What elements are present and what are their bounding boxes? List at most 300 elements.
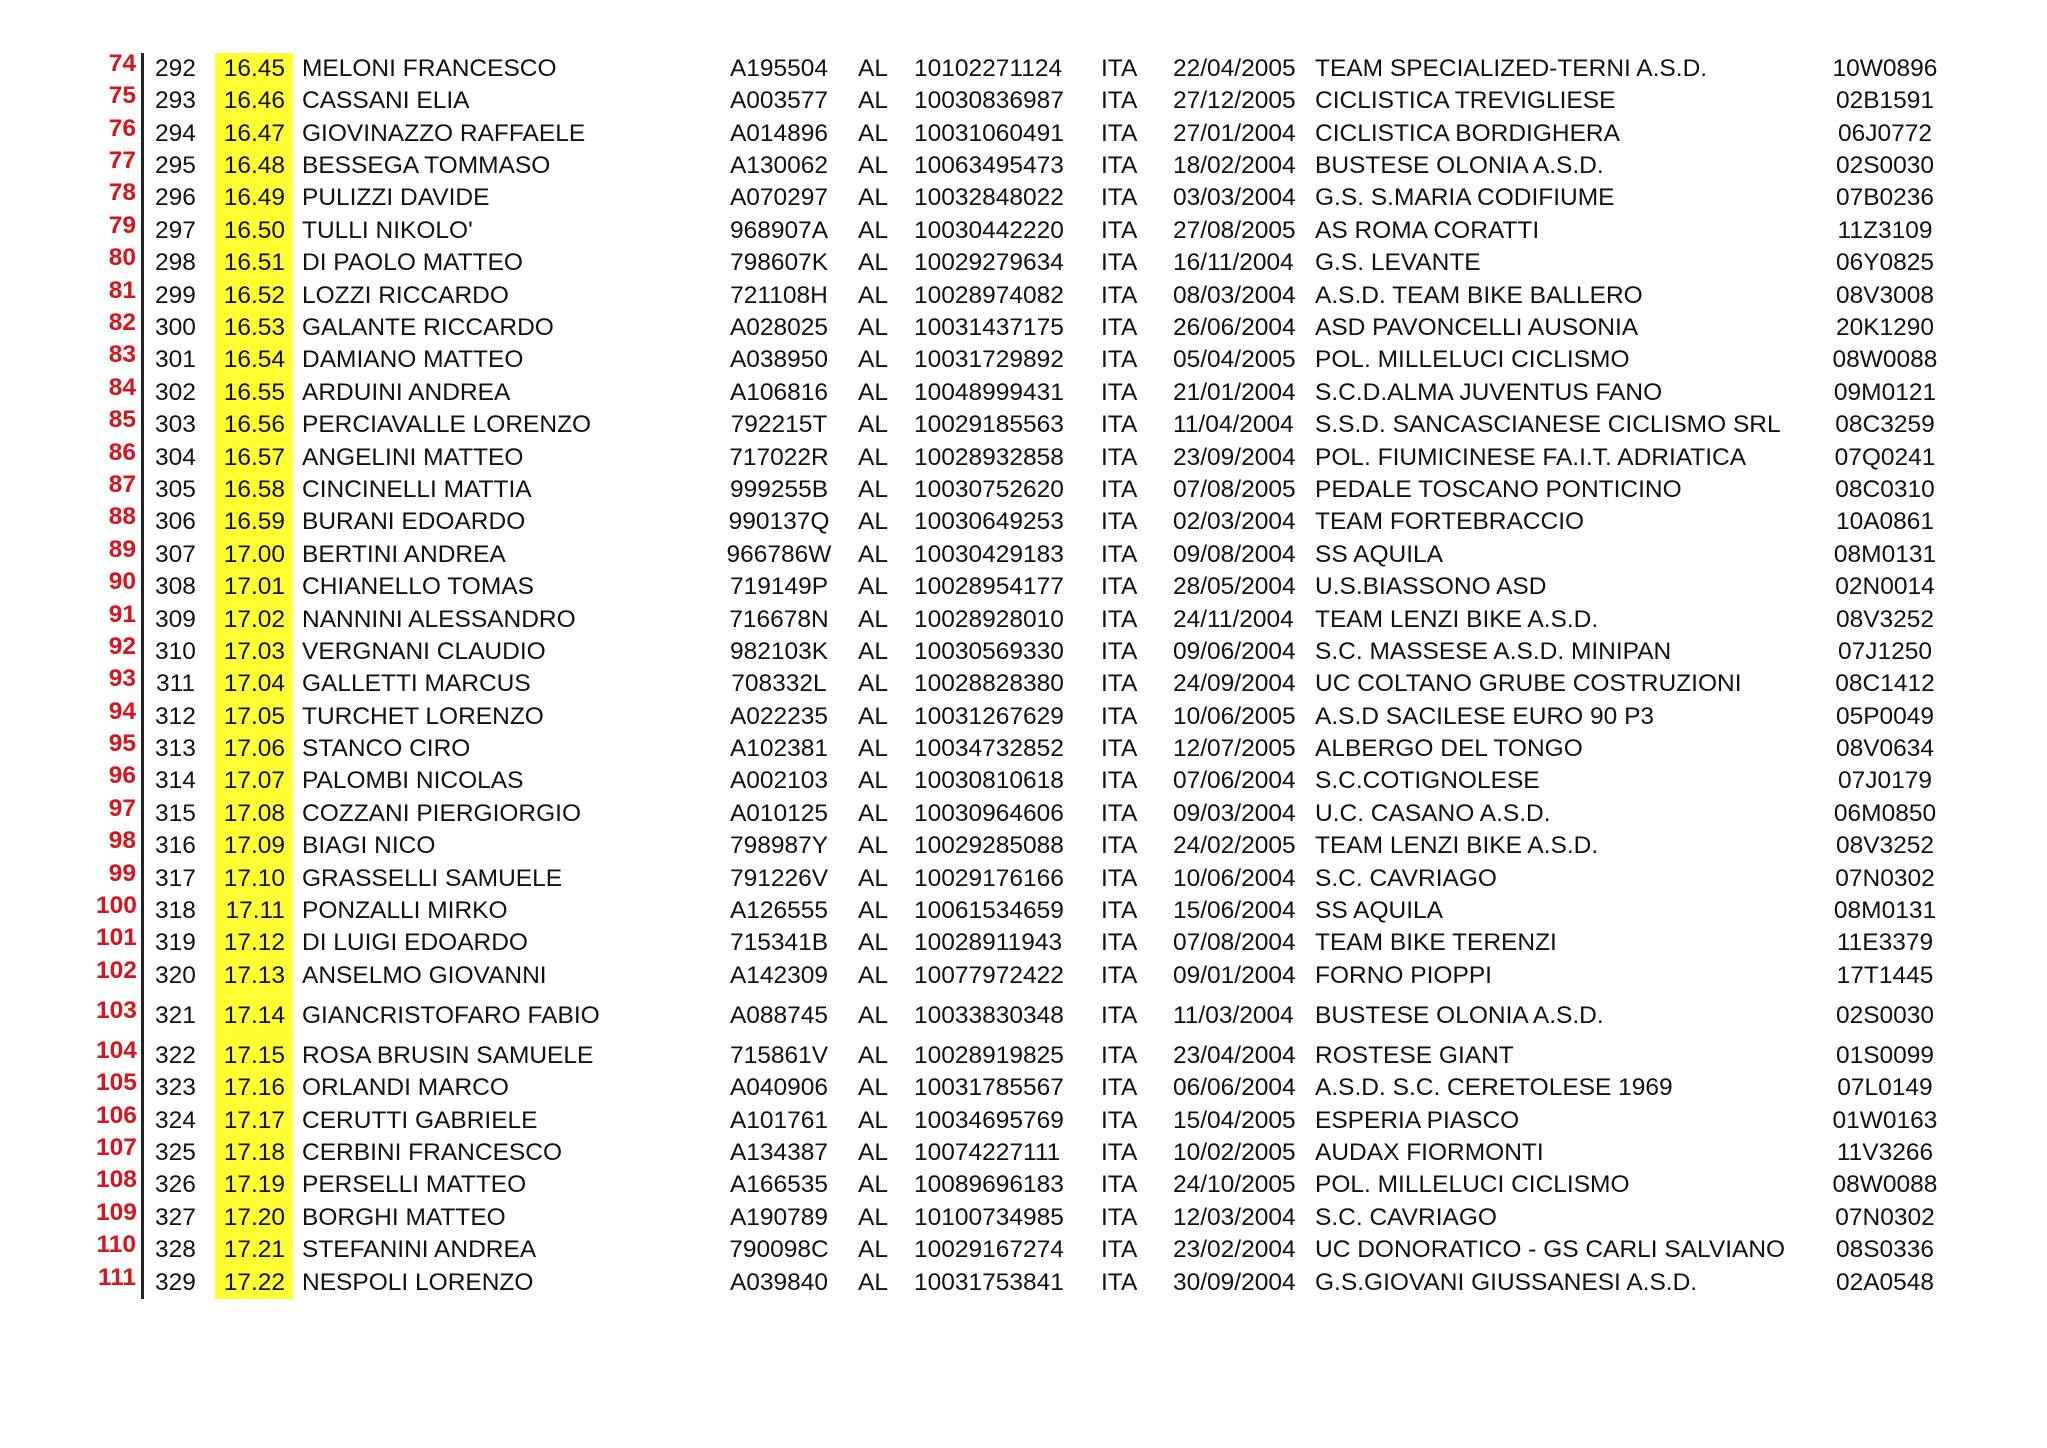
nationality: ITA: [1101, 216, 1138, 244]
birth-date: 23/04/2004: [1173, 1041, 1296, 1069]
team-name: TEAM FORTEBRACCIO: [1315, 508, 1585, 536]
nationality: ITA: [1101, 832, 1138, 860]
rider-name: PERCIAVALLE LORENZO: [302, 411, 592, 439]
bib-number: 325: [155, 1139, 196, 1166]
uci-id: 10028919825: [914, 1041, 1064, 1069]
table-row: [0, 697, 2047, 733]
table-row: [0, 438, 2047, 474]
birth-date: 08/03/2004: [1173, 281, 1296, 309]
position-number: 76: [108, 114, 136, 142]
uci-id: 10030442220: [914, 216, 1064, 244]
category: AL: [858, 443, 888, 471]
team-name: S.C.COTIGNOLESE: [1315, 767, 1540, 795]
birth-date: 30/09/2004: [1173, 1268, 1296, 1296]
position-number: 103: [96, 996, 137, 1024]
category: AL: [858, 508, 888, 536]
category: AL: [858, 54, 888, 82]
uci-id: 10030836987: [914, 87, 1064, 115]
team-code: 08W0088: [1832, 1171, 1938, 1199]
uci-id: 10029285088: [914, 832, 1064, 860]
start-time-cell: [215, 798, 293, 830]
table-row: [0, 1134, 2047, 1169]
team-code: 06Y0825: [1835, 249, 1935, 277]
rider-name: CERBINI FRANCESCO: [302, 1139, 563, 1166]
category: AL: [858, 281, 888, 309]
team-name: AUDAX FIORMONTI: [1315, 1139, 1544, 1166]
team-code: 08W0088: [1832, 346, 1938, 374]
start-time-cell: [215, 150, 293, 182]
rider-name: NESPOLI LORENZO: [302, 1268, 534, 1296]
start-time: 17.16: [223, 1074, 285, 1102]
table-row: [0, 309, 2047, 344]
nationality: ITA: [1101, 897, 1138, 925]
team-name: A.S.D. S.C. CERETOLESE 1969: [1315, 1074, 1673, 1102]
nationality: ITA: [1101, 670, 1138, 698]
table-row: [0, 535, 2047, 571]
start-time-cell: [215, 636, 293, 668]
start-time: 17.01: [223, 573, 285, 601]
license-code: A002103: [729, 767, 829, 795]
birth-date: 27/12/2005: [1173, 87, 1296, 115]
uci-id: 10029167274: [914, 1236, 1064, 1264]
table-row: [0, 1231, 2047, 1266]
start-time-cell: [215, 992, 293, 1032]
nationality: ITA: [1101, 1001, 1138, 1029]
rider-name: CERUTTI GABRIELE: [302, 1106, 538, 1134]
license-code: A088745: [729, 1001, 829, 1029]
position-number: 107: [96, 1134, 137, 1161]
category: AL: [858, 87, 888, 115]
position-number: 82: [108, 309, 136, 337]
team-name: ASD PAVONCELLI AUSONIA: [1315, 314, 1639, 342]
bib-number: 295: [155, 152, 196, 180]
bib-number: 297: [155, 216, 196, 244]
category: AL: [858, 1171, 888, 1199]
table-row: [0, 730, 2047, 765]
team-name: TEAM BIKE TERENZI: [1315, 929, 1557, 957]
team-code: 09M0121: [1833, 378, 1937, 406]
team-code: 08V0634: [1835, 735, 1935, 763]
bib-number: 302: [155, 378, 196, 406]
start-time: 17.10: [223, 864, 285, 892]
category: AL: [858, 767, 888, 795]
birth-date: 09/03/2004: [1173, 799, 1296, 827]
table-row: [0, 1032, 2047, 1072]
start-time: 17.11: [225, 897, 285, 925]
start-time: 16.58: [223, 475, 285, 503]
team-code: 11Z3109: [1837, 216, 1933, 244]
rider-name: CASSANI ELIA: [302, 87, 470, 115]
bib-number: 293: [155, 87, 196, 115]
birth-date: 27/08/2005: [1173, 216, 1296, 244]
category: AL: [858, 346, 888, 374]
bib-number: 315: [155, 799, 196, 827]
position-number: 92: [108, 632, 136, 660]
bib-number: 317: [155, 864, 196, 892]
team-code: 02B1591: [1835, 87, 1935, 115]
category: AL: [858, 1268, 888, 1296]
start-time: 16.52: [223, 281, 285, 309]
start-time: 17.18: [223, 1139, 285, 1166]
category: AL: [858, 1203, 888, 1231]
rider-name: BURANI EDOARDO: [302, 508, 526, 536]
start-time-cell: [215, 442, 293, 474]
team-name: ESPERIA PIASCO: [1315, 1106, 1520, 1134]
start-time: 17.21: [223, 1236, 285, 1264]
birth-date: 16/11/2004: [1173, 249, 1294, 277]
nationality: ITA: [1101, 1139, 1138, 1166]
birth-date: 22/04/2005: [1173, 54, 1296, 82]
license-code: 791226V: [729, 864, 829, 892]
bib-number: 318: [155, 897, 196, 925]
category: AL: [858, 378, 888, 406]
start-time: 17.07: [223, 767, 285, 795]
rider-name: PULIZZI DAVIDE: [302, 184, 490, 212]
position-number: 100: [96, 892, 137, 920]
uci-id: 10031785567: [914, 1074, 1064, 1102]
rider-name: LOZZI RICCARDO: [302, 281, 509, 309]
birth-date: 15/04/2005: [1173, 1106, 1296, 1134]
nationality: ITA: [1101, 1041, 1138, 1069]
rider-name: MELONI FRANCESCO: [302, 54, 557, 82]
category: AL: [858, 249, 888, 277]
nationality: ITA: [1101, 314, 1138, 342]
position-number: 95: [108, 730, 136, 758]
position-number: 87: [108, 470, 136, 498]
license-code: A040906: [729, 1074, 829, 1102]
team-code: 07J1250: [1837, 637, 1932, 665]
team-name: CICLISTICA TREVIGLIESE: [1315, 87, 1616, 115]
team-code: 02A0548: [1835, 1268, 1935, 1296]
birth-date: 09/08/2004: [1173, 540, 1296, 568]
rider-name: CINCINELLI MATTIA: [302, 475, 532, 503]
start-time: 17.04: [223, 670, 285, 698]
start-time: 16.48: [223, 152, 285, 180]
start-time-cell: [215, 85, 293, 117]
team-name: ALBERGO DEL TONGO: [1315, 735, 1583, 763]
license-code: 982103K: [729, 637, 829, 665]
uci-id: 10063495473: [914, 152, 1064, 180]
table-row: [0, 503, 2047, 538]
birth-date: 21/01/2004: [1173, 378, 1296, 406]
category: AL: [858, 1139, 888, 1166]
position-number: 83: [108, 341, 136, 369]
position-number: 104: [96, 1036, 137, 1064]
team-code: 06M0850: [1833, 799, 1937, 827]
position-number: 98: [108, 827, 136, 855]
start-time-cell: [215, 668, 293, 700]
nationality: ITA: [1101, 475, 1138, 503]
nationality: ITA: [1101, 767, 1138, 795]
nationality: ITA: [1101, 573, 1138, 601]
birth-date: 15/06/2004: [1173, 897, 1296, 925]
nationality: ITA: [1101, 378, 1138, 406]
birth-date: 07/08/2005: [1173, 475, 1296, 503]
team-name: UC DONORATICO - GS CARLI SALVIANO: [1315, 1236, 1786, 1264]
license-code: 716678N: [729, 605, 829, 633]
rider-name: ANSELMO GIOVANNI: [302, 961, 547, 989]
table-row: [0, 762, 2047, 798]
team-code: 07Q0241: [1834, 443, 1936, 471]
category: AL: [858, 637, 888, 665]
bib-number: 313: [155, 735, 196, 763]
nationality: ITA: [1101, 411, 1138, 439]
license-code: A070297: [729, 184, 829, 212]
rider-name: ROSA BRUSIN SAMUELE: [302, 1041, 594, 1069]
category: AL: [858, 1236, 888, 1264]
nationality: ITA: [1101, 702, 1138, 730]
start-time-cell: [215, 345, 293, 377]
bib-number: 310: [155, 637, 196, 665]
uci-id: 10028954177: [914, 573, 1064, 601]
team-code: 08C1412: [1835, 670, 1935, 698]
team-name: S.C. CAVRIAGO: [1315, 864, 1497, 892]
license-code: A106816: [729, 378, 829, 406]
position-number: 85: [108, 406, 136, 434]
nationality: ITA: [1101, 1074, 1138, 1102]
uci-id: 10031437175: [914, 314, 1064, 342]
rider-name: GIOVINAZZO RAFFAELE: [302, 119, 586, 147]
birth-date: 10/06/2005: [1173, 702, 1296, 730]
start-time: 17.14: [223, 1001, 285, 1029]
table-row: [0, 1166, 2047, 1202]
category: AL: [858, 573, 888, 601]
nationality: ITA: [1101, 54, 1138, 82]
birth-date: 24/10/2005: [1173, 1171, 1296, 1199]
start-time: 17.09: [223, 832, 285, 860]
rider-name: TULLI NIKOLO': [302, 216, 473, 244]
start-time-cell: [215, 1072, 293, 1104]
rider-name: CHIANELLO TOMAS: [302, 573, 534, 601]
bib-number: 292: [155, 54, 196, 82]
bib-number: 306: [155, 508, 196, 536]
team-name: AS ROMA CORATTI: [1315, 216, 1540, 244]
license-code: A022235: [729, 702, 829, 730]
rider-name: GALANTE RICCARDO: [302, 314, 554, 342]
start-time-cell: [215, 183, 293, 215]
uci-id: 10089696183: [914, 1171, 1064, 1199]
nationality: ITA: [1101, 152, 1138, 180]
start-time-cell: [215, 409, 293, 441]
team-name: A.S.D. TEAM BIKE BALLERO: [1315, 281, 1643, 309]
start-time: 17.20: [223, 1203, 285, 1231]
bib-number: 300: [155, 314, 196, 342]
license-code: A130062: [729, 152, 829, 180]
uci-id: 10028974082: [914, 281, 1064, 309]
team-code: 07J0179: [1837, 767, 1932, 795]
birth-date: 18/02/2004: [1173, 152, 1296, 180]
position-number: 77: [108, 147, 136, 175]
nationality: ITA: [1101, 540, 1138, 568]
start-list-table: [0, 49, 2047, 1299]
team-name: S.C. CAVRIAGO: [1315, 1203, 1497, 1231]
start-time-cell: [215, 733, 293, 765]
uci-id: 10030649253: [914, 508, 1064, 536]
uci-id: 10048999431: [914, 378, 1064, 406]
license-code: A195504: [729, 54, 829, 82]
start-time-cell: [215, 830, 293, 862]
position-number: 102: [96, 956, 137, 984]
uci-id: 10030569330: [914, 637, 1064, 665]
start-time: 16.53: [223, 314, 285, 342]
start-time-cell: [215, 1105, 293, 1137]
table-row: [0, 992, 2047, 1032]
start-time: 16.49: [223, 184, 285, 212]
start-time-cell: [215, 895, 293, 927]
birth-date: 07/06/2004: [1173, 767, 1296, 795]
category: AL: [858, 1041, 888, 1069]
license-code: 990137Q: [728, 508, 830, 536]
table-row: [0, 1263, 2047, 1299]
team-name: G.S.GIOVANI GIUSSANESI A.S.D.: [1315, 1268, 1698, 1296]
table-row: [0, 82, 2047, 117]
start-time-cell: [215, 1170, 293, 1202]
rider-name: NANNINI ALESSANDRO: [302, 605, 576, 633]
team-name: A.S.D SACILESE EURO 90 P3: [1315, 702, 1655, 730]
team-name: FORNO PIOPPI: [1315, 961, 1492, 989]
start-time: 16.47: [223, 119, 285, 147]
start-time: 16.46: [223, 87, 285, 115]
team-code: 08C0310: [1835, 475, 1935, 503]
rider-name: VERGNANI CLAUDIO: [302, 637, 546, 665]
rider-name: DAMIANO MATTEO: [302, 346, 524, 374]
nationality: ITA: [1101, 961, 1138, 989]
start-time: 17.00: [223, 540, 285, 568]
uci-id: 10077972422: [914, 961, 1064, 989]
table-row: [0, 568, 2047, 603]
start-time: 17.15: [223, 1041, 285, 1069]
start-time: 17.17: [223, 1106, 285, 1134]
team-code: 08M0131: [1833, 897, 1937, 925]
license-code: 999255B: [729, 475, 829, 503]
birth-date: 09/06/2004: [1173, 637, 1296, 665]
license-code: A003577: [729, 87, 829, 115]
uci-id: 10031060491: [914, 119, 1064, 147]
birth-date: 24/02/2005: [1173, 832, 1296, 860]
start-time-cell: [215, 1234, 293, 1266]
position-number: 110: [96, 1231, 136, 1259]
category: AL: [858, 1074, 888, 1102]
bib-number: 328: [155, 1236, 196, 1264]
start-time: 16.59: [223, 508, 285, 536]
start-time: 17.02: [223, 605, 285, 633]
uci-id: 10033830348: [914, 1001, 1064, 1029]
uci-id: 10102271124: [914, 54, 1063, 82]
rider-name: STANCO CIRO: [302, 735, 471, 763]
bib-number: 321: [155, 1001, 196, 1029]
position-number: 74: [108, 49, 136, 77]
start-time-cell: [215, 474, 293, 506]
bib-number: 294: [155, 119, 196, 147]
start-time-cell: [215, 247, 293, 279]
team-name: S.S.D. SANCASCIANESE CICLISMO SRL: [1315, 411, 1781, 439]
rider-name: GRASSELLI SAMUELE: [302, 864, 563, 892]
category: AL: [858, 119, 888, 147]
team-name: BUSTESE OLONIA A.S.D.: [1315, 152, 1604, 180]
team-code: 10A0861: [1835, 508, 1935, 536]
team-name: SS AQUILA: [1315, 540, 1444, 568]
nationality: ITA: [1101, 1203, 1138, 1231]
birth-date: 03/03/2004: [1173, 184, 1296, 212]
uci-id: 10030810618: [914, 767, 1064, 795]
start-time: 17.13: [223, 961, 285, 989]
nationality: ITA: [1101, 1268, 1138, 1296]
license-code: A102381: [729, 735, 829, 763]
position-number: 88: [108, 503, 136, 531]
rider-name: BIAGI NICO: [302, 832, 436, 860]
category: AL: [858, 799, 888, 827]
uci-id: 10074227111: [914, 1139, 1061, 1166]
start-time-cell: [215, 215, 293, 247]
start-time: 16.57: [223, 443, 285, 471]
birth-date: 26/06/2004: [1173, 314, 1296, 342]
start-time-cell: [215, 280, 293, 312]
team-code: 11E3379: [1836, 929, 1934, 957]
birth-date: 11/04/2004: [1173, 411, 1294, 439]
table-row: [0, 665, 2047, 700]
position-number: 81: [108, 276, 136, 304]
license-code: 966786W: [726, 540, 832, 568]
category: AL: [858, 184, 888, 212]
category: AL: [858, 152, 888, 180]
position-number: 108: [96, 1166, 137, 1194]
position-number: 93: [108, 665, 136, 693]
nationality: ITA: [1101, 1171, 1138, 1199]
bib-number: 316: [155, 832, 196, 860]
uci-id: 10028928010: [914, 605, 1064, 633]
table-row: [0, 276, 2047, 312]
nationality: ITA: [1101, 1106, 1138, 1134]
license-code: A039840: [729, 1268, 829, 1296]
uci-id: 10032848022: [914, 184, 1064, 212]
table-row: [0, 794, 2047, 830]
table-row: [0, 1069, 2047, 1104]
team-code: 10W0896: [1832, 54, 1938, 82]
position-number: 106: [96, 1101, 137, 1129]
category: AL: [858, 540, 888, 568]
position-number: 94: [108, 697, 136, 725]
uci-id: 10100734985: [914, 1203, 1064, 1231]
bib-number: 319: [155, 929, 196, 957]
table-row: [0, 924, 2047, 960]
start-time: 17.19: [223, 1171, 285, 1199]
start-time-cell: [215, 571, 293, 603]
table-row: [0, 470, 2047, 506]
birth-date: 05/04/2005: [1173, 346, 1296, 374]
rider-name: ARDUINI ANDREA: [302, 378, 511, 406]
team-name: TEAM LENZI BIKE A.S.D.: [1315, 605, 1599, 633]
team-code: 20K1290: [1835, 314, 1935, 342]
team-name: POL. FIUMICINESE FA.I.T. ADRIATICA: [1315, 443, 1747, 471]
nationality: ITA: [1101, 735, 1138, 763]
start-time-cell: [215, 928, 293, 960]
start-time: 17.12: [223, 929, 285, 957]
position-number: 97: [108, 794, 136, 822]
license-code: A010125: [729, 799, 829, 827]
nationality: ITA: [1101, 605, 1138, 633]
uci-id: 10028911943: [914, 929, 1063, 957]
bib-number: 307: [155, 540, 196, 568]
nationality: ITA: [1101, 637, 1138, 665]
birth-date: 07/08/2004: [1173, 929, 1296, 957]
birth-date: 28/05/2004: [1173, 573, 1296, 601]
birth-date: 23/02/2004: [1173, 1236, 1296, 1264]
license-code: A134387: [729, 1139, 829, 1166]
license-code: 798987Y: [729, 832, 829, 860]
uci-id: 10030752620: [914, 475, 1064, 503]
uci-id: 10030429183: [914, 540, 1064, 568]
start-time-cell: [215, 604, 293, 636]
